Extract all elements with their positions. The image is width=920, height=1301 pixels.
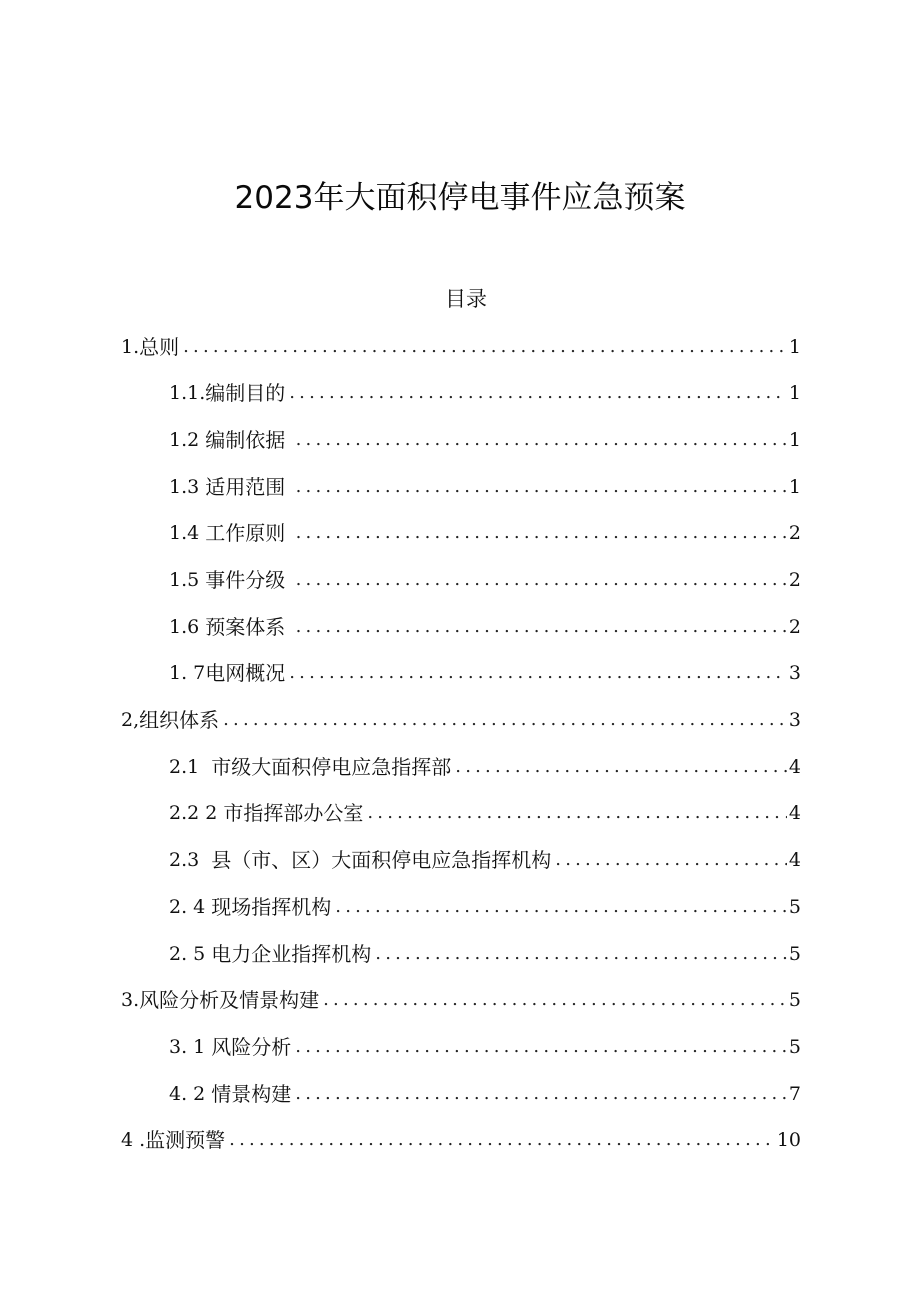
toc-entry-page: 5 (788, 989, 801, 1011)
toc-entry-page: 5 (788, 896, 801, 918)
toc-entry[interactable] (169, 378, 801, 408)
toc-entry-number: 4. 2 (169, 1083, 212, 1105)
toc-entry-number: 1.5 (169, 569, 206, 591)
toc-entry-title: 适用范围 (205, 475, 292, 499)
toc-entry[interactable] (169, 658, 801, 688)
toc-entry-page: 2 (788, 616, 801, 638)
toc-entry-number: 2. 4 (169, 896, 212, 918)
toc-entry-title: 电网概况 (205, 661, 286, 685)
toc-entry-title: 监测预警 (145, 1128, 226, 1152)
toc-entry[interactable] (121, 332, 801, 362)
toc-entry[interactable] (169, 845, 801, 875)
toc-entry[interactable] (121, 1125, 801, 1155)
toc-entry-title: 编制依据 (205, 428, 292, 452)
toc-entry-page: 3 (788, 709, 801, 731)
toc-heading: 目录 (445, 287, 487, 311)
toc-entry-title: 预案体系 (205, 615, 292, 639)
toc-entry-title: 现场指挥机构 (211, 895, 332, 919)
toc-dot-leader (291, 1032, 787, 1062)
toc-entry-page: 2 (788, 522, 801, 544)
toc-entry-page: 10 (776, 1129, 801, 1151)
toc-entry-page: 4 (788, 802, 801, 824)
toc-dot-leader (319, 985, 787, 1015)
toc-entry-number: 1. (121, 336, 140, 358)
toc-entry-number: 2, (121, 709, 140, 731)
toc-entry[interactable] (169, 425, 801, 455)
toc-entry-title: 情景构建 (211, 1082, 292, 1106)
toc-entry-title: 总则 (139, 335, 180, 359)
toc-entry-page: 7 (788, 1083, 801, 1105)
toc-entry-title: 电力企业指挥机构 (211, 942, 372, 966)
toc-entry-title: 风险分析 (211, 1035, 292, 1059)
toc-entry-page: 5 (788, 1036, 801, 1058)
toc-dot-leader (292, 425, 787, 455)
toc-entry-number: 1.3 (169, 476, 206, 498)
toc-entry-page: 4 (788, 756, 801, 778)
toc-entry[interactable] (169, 939, 801, 969)
toc-dot-leader (363, 798, 787, 828)
toc-entry-page: 1 (788, 476, 801, 498)
toc-entry-page: 4 (788, 849, 801, 871)
toc-entry-page: 1 (788, 382, 801, 404)
toc-entry[interactable] (169, 518, 801, 548)
toc-dot-leader (285, 378, 787, 408)
toc-dot-leader (219, 705, 787, 735)
toc-dot-leader (179, 332, 787, 362)
toc-entry-page: 2 (788, 569, 801, 591)
toc-entry-number: 2. 5 (169, 943, 212, 965)
toc-dot-leader (291, 1079, 787, 1109)
toc-entry[interactable] (121, 705, 801, 735)
toc-entry-number: 1.6 (169, 616, 206, 638)
toc-dot-leader (285, 658, 787, 688)
toc-entry-number: 4 . (121, 1129, 146, 1151)
toc-entry-title: 县（市、区）大面积停电应急指挥机构 (211, 848, 552, 872)
toc-entry-number: 1.1. (169, 382, 206, 404)
toc-dot-leader (292, 612, 787, 642)
toc-entry-number: 2.3 (169, 849, 212, 871)
toc-dot-leader (292, 518, 787, 548)
toc-entry-title: 组织体系 (139, 708, 220, 732)
toc-entry[interactable] (169, 892, 801, 922)
toc-entry-title: 事件分级 (205, 568, 292, 592)
toc-entry[interactable] (169, 1079, 801, 1109)
toc-dot-leader (225, 1125, 775, 1155)
toc-entry[interactable] (169, 752, 801, 782)
toc-entry-page: 5 (788, 943, 801, 965)
toc-entry[interactable] (169, 612, 801, 642)
toc-entry-title: 市指挥部办公室 (223, 801, 364, 825)
toc-dot-leader (292, 565, 787, 595)
toc-dot-leader (331, 892, 787, 922)
toc-entry-title: 风险分析及情景构建 (139, 988, 320, 1012)
toc-entry-page: 3 (788, 662, 801, 684)
toc-entry[interactable] (169, 1032, 801, 1062)
toc-entry[interactable] (169, 472, 801, 502)
toc-entry[interactable] (121, 985, 801, 1015)
toc-entry-number: 1. 7 (169, 662, 206, 684)
toc-entry-number: 3. (121, 989, 140, 1011)
toc-dot-leader (371, 939, 787, 969)
toc-entry-page: 1 (788, 336, 801, 358)
toc-entry-number: 2.2 2 (169, 802, 224, 824)
toc-dot-leader (551, 845, 787, 875)
toc-entry-number: 2.1 (169, 756, 212, 778)
toc-entry[interactable] (169, 565, 801, 595)
toc-entry-title: 编制目的 (205, 381, 286, 405)
toc-entry-title: 工作原则 (205, 521, 292, 545)
toc-entry-title: 市级大面积停电应急指挥部 (211, 755, 452, 779)
toc-entry-number: 3. 1 (169, 1036, 212, 1058)
document-title: 2023年大面积停电事件应急预案 (234, 180, 686, 216)
toc-entry-number: 1.2 (169, 429, 206, 451)
toc-entry-number: 1.4 (169, 522, 206, 544)
toc-entry[interactable] (169, 798, 801, 828)
toc-dot-leader (292, 472, 787, 502)
toc-entry-page: 1 (788, 429, 801, 451)
toc-dot-leader (451, 752, 787, 782)
